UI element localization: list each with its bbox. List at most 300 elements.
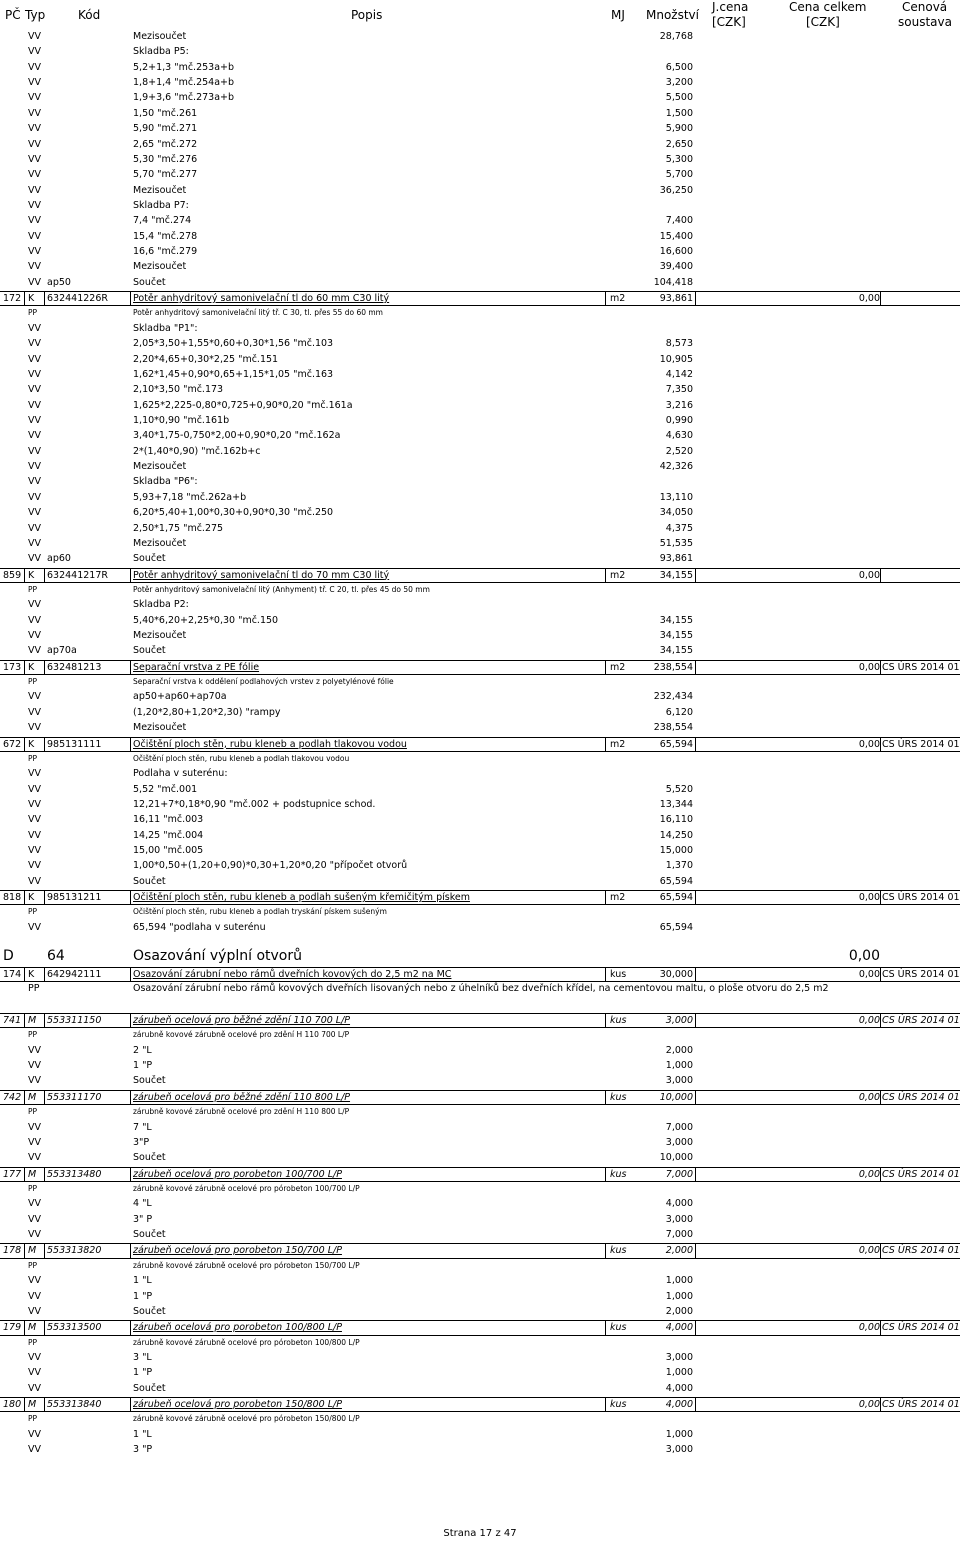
row-description: Součet	[133, 276, 166, 288]
measure-row	[0, 214, 960, 229]
price-source: CS ÚRS 2014 01	[882, 1399, 960, 1411]
quantity: 34,155	[659, 569, 693, 581]
row-description: Součet	[133, 1305, 166, 1317]
item-code: 632441226R	[47, 293, 108, 305]
quantity: 10,905	[659, 353, 693, 365]
row-description: 2,65 "mč.272	[133, 138, 198, 150]
row-description: zárubeň ocelová pro porobeton 150/800 L/P	[133, 1399, 342, 1411]
row-description: 15,00 "mč.005	[133, 845, 204, 857]
item-row	[0, 660, 960, 675]
measure-row	[0, 1136, 960, 1151]
quantity: 5,520	[665, 783, 693, 795]
measure-row	[0, 230, 960, 245]
quantity: 2,000	[665, 1044, 693, 1056]
cell-divider	[880, 891, 881, 904]
cell-divider	[880, 738, 881, 751]
cell-divider	[605, 1014, 606, 1027]
item-code: ap70a	[47, 645, 77, 657]
item-code: ap60	[47, 553, 71, 565]
row-description: 1,10*0,90 "mč.161b	[133, 414, 230, 426]
measure-row	[0, 76, 960, 91]
cell-divider	[880, 1168, 881, 1181]
cell-divider	[605, 738, 606, 751]
row-description: 1,9+3,6 "mč.273a+b	[133, 92, 235, 104]
measure-row	[0, 522, 960, 537]
description-row	[0, 306, 960, 321]
item-code: 632441217R	[47, 569, 108, 581]
row-type: VV	[28, 215, 41, 227]
row-description: 2,50*1,75 "mč.275	[133, 522, 224, 534]
cell-divider	[605, 1168, 606, 1181]
row-type: VV	[28, 261, 41, 273]
row-description: zárubeň ocelová pro porobeton 100/700 L/P	[133, 1168, 342, 1180]
row-type: VV	[28, 1075, 41, 1087]
cell-divider	[605, 968, 606, 981]
price-source: CS ÚRS 2014 01	[882, 738, 960, 750]
price-source: CS ÚRS 2014 01	[882, 892, 960, 904]
header-cena-celkem-unit: [CZK]	[806, 15, 840, 29]
row-description: Mezisoučet	[133, 537, 187, 549]
quantity: 93,861	[659, 553, 693, 565]
quantity: 7,000	[665, 1229, 693, 1241]
row-type: M	[28, 1245, 37, 1257]
row-type: VV	[28, 798, 41, 810]
quantity: 5,500	[665, 92, 693, 104]
unit: m2	[610, 738, 626, 750]
item-code: 553311150	[47, 1015, 102, 1027]
row-description: zárubeň ocelová pro porobeton 150/700 L/P	[133, 1245, 342, 1257]
section-type: D	[3, 948, 14, 965]
header-jcena-unit: [CZK]	[712, 15, 746, 29]
quantity: 93,861	[659, 293, 693, 305]
quantity: 4,375	[665, 522, 693, 534]
quantity: 8,573	[665, 338, 693, 350]
description-row	[0, 905, 960, 920]
measure-row	[0, 690, 960, 705]
unit: kus	[610, 1168, 627, 1180]
measure-row	[0, 91, 960, 106]
row-description: Součet	[133, 553, 166, 565]
row-type: VV	[28, 921, 41, 933]
quantity: 2,520	[665, 445, 693, 457]
row-type: VV	[28, 1136, 41, 1148]
quantity: 6,500	[665, 61, 693, 73]
row-description: 16,11 "mč.003	[133, 814, 204, 826]
measure-row	[0, 798, 960, 813]
quantity: 232,434	[653, 691, 693, 703]
row-type: VV	[28, 430, 41, 442]
cell-divider	[24, 1168, 25, 1181]
description-row	[0, 1182, 960, 1197]
cell-divider	[880, 1091, 881, 1104]
cell-divider	[605, 569, 606, 582]
item-row	[0, 1090, 960, 1105]
row-type: VV	[28, 1351, 41, 1363]
row-type: PP	[28, 1183, 38, 1193]
row-description: 1 "P	[133, 1290, 153, 1302]
total-price: 0,00	[858, 1015, 880, 1027]
quantity: 2,000	[665, 1245, 693, 1257]
measure-row	[0, 199, 960, 214]
row-type: VV	[28, 246, 41, 258]
item-code: 553313480	[47, 1168, 102, 1180]
item-row	[0, 568, 960, 583]
header-pc: PČ	[5, 8, 21, 22]
quantity: 5,900	[665, 123, 693, 135]
row-description: 5,52 "mč.001	[133, 783, 198, 795]
description-row	[0, 982, 960, 1013]
row-description: 65,594 "podlaha v suterénu	[133, 921, 266, 933]
cell-divider	[24, 1244, 25, 1257]
header-typ: Typ	[25, 8, 46, 22]
measure-row	[0, 1151, 960, 1166]
item-number: 672	[3, 738, 22, 750]
row-description: 15,4 "mč.278	[133, 230, 198, 242]
row-type: VV	[28, 92, 41, 104]
quantity: 65,594	[659, 921, 693, 933]
row-description: Osazování zárubní nebo rámů kovových dveřních lisovaných nebo z úhelníků bez dveřních křídel, na cementovou maltu, o ploše otvoru do 2,5 m2	[133, 983, 829, 995]
row-description: Očištění ploch stěn, rubu kleneb a podlah tlakovou vodou	[133, 738, 407, 750]
row-type: VV	[28, 614, 41, 626]
cell-divider	[44, 891, 45, 904]
quantity: 34,050	[659, 507, 693, 519]
measure-row	[0, 153, 960, 168]
row-description: 1,62*1,45+0,90*0,65+1,15*1,05 "mč.163	[133, 368, 334, 380]
quantity: 3,000	[665, 1136, 693, 1148]
row-type: VV	[28, 1367, 41, 1379]
cell-divider	[880, 569, 881, 582]
cell-divider	[695, 1168, 696, 1181]
row-description: 1 "P	[133, 1367, 153, 1379]
quantity: 65,594	[659, 892, 693, 904]
item-number: 179	[3, 1322, 22, 1334]
row-description: 14,25 "mč.004	[133, 829, 204, 841]
unit: kus	[610, 1245, 627, 1257]
cell-divider	[880, 1014, 881, 1027]
measure-row	[0, 30, 960, 45]
row-type: VV	[28, 31, 41, 42]
quantity: 4,630	[665, 430, 693, 442]
row-description: zárubeň ocelová pro běžné zdění 110 700 L/P	[133, 1015, 351, 1027]
measure-row	[0, 537, 960, 552]
row-description: Skladba "P1":	[133, 322, 198, 334]
quantity: 65,594	[659, 738, 693, 750]
cell-divider	[130, 1168, 131, 1181]
cell-divider	[24, 1321, 25, 1334]
row-type: VV	[28, 783, 41, 795]
cell-divider	[695, 661, 696, 674]
quantity: 6,120	[665, 706, 693, 718]
item-code: 985131211	[47, 892, 102, 904]
cell-divider	[605, 292, 606, 305]
quantity: 65,594	[659, 875, 693, 887]
cell-divider	[130, 738, 131, 751]
row-description: 1,8+1,4 "mč.254a+b	[133, 77, 235, 89]
measure-row	[0, 168, 960, 183]
row-type: PP	[28, 677, 38, 687]
total-price: 0,00	[858, 1091, 880, 1103]
budget-table	[0, 30, 960, 1458]
unit: kus	[610, 1091, 627, 1103]
cell-divider	[880, 968, 881, 981]
row-type: M	[28, 1091, 37, 1103]
row-type: PP	[28, 1260, 38, 1270]
row-description: Mezisoučet	[133, 461, 187, 473]
item-number: 742	[3, 1091, 22, 1103]
row-type: VV	[28, 1229, 41, 1241]
row-type: VV	[28, 199, 41, 211]
row-description: 5,40*6,20+2,25*0,30 "mč.150	[133, 614, 279, 626]
quantity: 2,650	[665, 138, 693, 150]
row-description: 1,00*0,50+(1,20+0,90)*0,30+1,20*0,20 "přípočet otvorů	[133, 860, 408, 872]
header-mnozstvi: Množství	[646, 8, 699, 22]
quantity: 0,990	[665, 414, 693, 426]
measure-row	[0, 383, 960, 398]
row-type: VV	[28, 353, 41, 365]
row-type: VV	[28, 445, 41, 457]
quantity: 36,250	[659, 184, 693, 196]
cell-divider	[44, 1091, 45, 1104]
measure-row	[0, 1228, 960, 1243]
quantity: 2,000	[665, 1305, 693, 1317]
row-description: Potěr anhydritový samonivelační tl do 60 mm C30 litý	[133, 293, 390, 305]
row-description: Součet	[133, 645, 166, 657]
cell-divider	[24, 661, 25, 674]
row-description: Očištění ploch stěn, rubu kleneb a podlah sušeným křemičitým pískem	[133, 892, 470, 904]
total-price: 0,00	[858, 569, 880, 581]
quantity: 3,000	[665, 1444, 693, 1456]
measure-row	[0, 260, 960, 275]
row-description: Součet	[133, 1382, 166, 1394]
unit: kus	[610, 968, 627, 980]
row-description: zárubně kovové zárubně ocelové pro pórobeton 100/800 L/P	[133, 1337, 360, 1347]
row-description: zárubně kovové zárubně ocelové pro zdění H 110 800 L/P	[133, 1107, 350, 1117]
measure-row	[0, 460, 960, 475]
row-type: K	[28, 661, 35, 673]
row-type: VV	[28, 1213, 41, 1225]
row-type: VV	[28, 169, 41, 181]
item-number: 173	[3, 661, 22, 673]
quantity: 30,000	[659, 968, 693, 980]
measure-row	[0, 844, 960, 859]
cell-divider	[605, 1321, 606, 1334]
row-type: K	[28, 293, 35, 305]
cell-divider	[695, 891, 696, 904]
measure-row	[0, 706, 960, 721]
item-code: 985131111	[47, 738, 102, 750]
description-row	[0, 1336, 960, 1351]
measure-row	[0, 629, 960, 644]
cell-divider	[44, 661, 45, 674]
quantity: 3,000	[665, 1213, 693, 1225]
row-type: VV	[28, 814, 41, 826]
quantity: 15,000	[659, 845, 693, 857]
row-description: Potěr anhydritový samonivelační litý tř. C 30, tl. přes 55 do 60 mm	[133, 308, 383, 318]
row-type: VV	[28, 1428, 41, 1440]
cell-divider	[24, 292, 25, 305]
row-description: Skladba P5:	[133, 46, 189, 58]
row-description: 5,30 "mč.276	[133, 153, 198, 165]
quantity: 10,000	[659, 1152, 693, 1164]
measure-row	[0, 184, 960, 199]
cell-divider	[695, 292, 696, 305]
quantity: 1,000	[665, 1367, 693, 1379]
row-type: VV	[28, 461, 41, 473]
measure-row	[0, 829, 960, 844]
measure-row	[0, 1428, 960, 1443]
cell-divider	[24, 1014, 25, 1027]
row-type: VV	[28, 860, 41, 872]
row-type: VV	[28, 1305, 41, 1317]
quantity: 7,400	[665, 215, 693, 227]
cell-divider	[695, 968, 696, 981]
quantity: 4,000	[665, 1382, 693, 1394]
row-description: 2 "L	[133, 1044, 152, 1056]
cell-divider	[130, 1398, 131, 1411]
quantity: 34,155	[659, 630, 693, 642]
item-code: 553311170	[47, 1091, 102, 1103]
row-type: VV	[28, 691, 41, 703]
item-number: 859	[3, 569, 22, 581]
row-description: 5,93+7,18 "mč.262a+b	[133, 491, 247, 503]
row-type: VV	[28, 768, 41, 780]
measure-row	[0, 414, 960, 429]
header-kod: Kód	[78, 8, 101, 22]
measure-row	[0, 107, 960, 122]
item-row	[0, 737, 960, 752]
header-popis: Popis	[351, 8, 383, 22]
item-row	[0, 1397, 960, 1412]
quantity: 3,200	[665, 77, 693, 89]
cell-divider	[130, 1091, 131, 1104]
item-number: 177	[3, 1168, 22, 1180]
row-type: VV	[28, 1152, 41, 1164]
cell-divider	[880, 292, 881, 305]
row-description: Separační vrstva z PE fólie	[133, 661, 260, 673]
cell-divider	[24, 968, 25, 981]
item-code: 553313500	[47, 1322, 102, 1334]
quantity: 15,400	[659, 230, 693, 242]
price-source: CS ÚRS 2014 01	[882, 1168, 960, 1180]
cell-divider	[130, 968, 131, 981]
quantity: 16,110	[659, 814, 693, 826]
row-type: VV	[28, 138, 41, 150]
description-row	[0, 1412, 960, 1427]
cell-divider	[44, 1168, 45, 1181]
cell-divider	[695, 738, 696, 751]
row-description: Očištění ploch stěn, rubu kleneb a podlah tryskání pískem sušeným	[133, 907, 387, 917]
row-type: VV	[28, 522, 41, 534]
row-description: 5,2+1,3 "mč.253a+b	[133, 61, 235, 73]
row-description: Mezisoučet	[133, 184, 187, 196]
cell-divider	[605, 891, 606, 904]
row-type: VV	[28, 507, 41, 519]
cell-divider	[880, 1321, 881, 1334]
row-type: VV	[28, 1275, 41, 1287]
measure-row	[0, 45, 960, 60]
cell-divider	[605, 1244, 606, 1257]
row-description: Mezisoučet	[133, 261, 187, 273]
quantity: 4,142	[665, 368, 693, 380]
row-description: Skladba "P6":	[133, 476, 198, 488]
quantity: 4,000	[665, 1399, 693, 1411]
row-type: VV	[28, 1121, 41, 1133]
quantity: 28,768	[659, 31, 693, 42]
header-cena-celkem: Cena celkem	[789, 0, 867, 14]
measure-row	[0, 552, 960, 567]
quantity: 3,216	[665, 399, 693, 411]
row-description: Očištění ploch stěn, rubu kleneb a podlah tlakovou vodou	[133, 753, 350, 763]
cell-divider	[130, 1321, 131, 1334]
measure-row	[0, 1044, 960, 1059]
row-type: VV	[28, 630, 41, 642]
item-row	[0, 1320, 960, 1335]
row-description: 6,20*5,40+1,00*0,30+0,90*0,30 "mč.250	[133, 507, 334, 519]
price-source: CS ÚRS 2014 01	[882, 661, 960, 673]
quantity: 5,700	[665, 169, 693, 181]
item-number: 180	[3, 1399, 22, 1411]
row-type: PP	[28, 1337, 38, 1347]
measure-row	[0, 1074, 960, 1089]
item-row	[0, 291, 960, 306]
total-price: 0,00	[858, 661, 880, 673]
row-type: K	[28, 892, 35, 904]
cell-divider	[44, 1321, 45, 1334]
cell-divider	[695, 1091, 696, 1104]
unit: m2	[610, 661, 626, 673]
row-type: VV	[28, 414, 41, 426]
measure-row	[0, 644, 960, 659]
row-type: VV	[28, 1044, 41, 1056]
measure-row	[0, 859, 960, 874]
row-type: VV	[28, 829, 41, 841]
item-code: 553313820	[47, 1245, 102, 1257]
section-code: 64	[47, 948, 65, 965]
row-type: VV	[28, 1060, 41, 1072]
row-description: Potěr anhydritový samonivelační tl do 70 mm C30 litý	[133, 569, 390, 581]
measure-row	[0, 1351, 960, 1366]
row-type: PP	[28, 584, 38, 594]
item-code: 642942111	[47, 968, 102, 980]
section-row	[0, 936, 960, 967]
total-price: 0,00	[858, 738, 880, 750]
row-type: VV	[28, 537, 41, 549]
row-type: VV	[28, 322, 41, 334]
cell-divider	[880, 661, 881, 674]
measure-row	[0, 245, 960, 260]
header-jcena: J.cena	[712, 0, 749, 14]
row-description: Součet	[133, 1152, 166, 1164]
item-row	[0, 890, 960, 905]
cell-divider	[880, 1398, 881, 1411]
row-description: 16,6 "mč.279	[133, 246, 198, 258]
description-row	[0, 1259, 960, 1274]
cell-divider	[130, 292, 131, 305]
measure-row	[0, 445, 960, 460]
row-description: Mezisoučet	[133, 722, 187, 734]
row-description: (1,20*2,80+1,20*2,30) "rampy	[133, 706, 281, 718]
row-type: VV	[28, 153, 41, 165]
quantity: 7,350	[665, 384, 693, 396]
measure-row	[0, 399, 960, 414]
cell-divider	[44, 738, 45, 751]
quantity: 3,000	[665, 1015, 693, 1027]
quantity: 10,000	[659, 1091, 693, 1103]
measure-row	[0, 1290, 960, 1305]
quantity: 42,326	[659, 461, 693, 473]
row-description: ap50+ap60+ap70a	[133, 691, 227, 703]
row-type: VV	[28, 338, 41, 350]
